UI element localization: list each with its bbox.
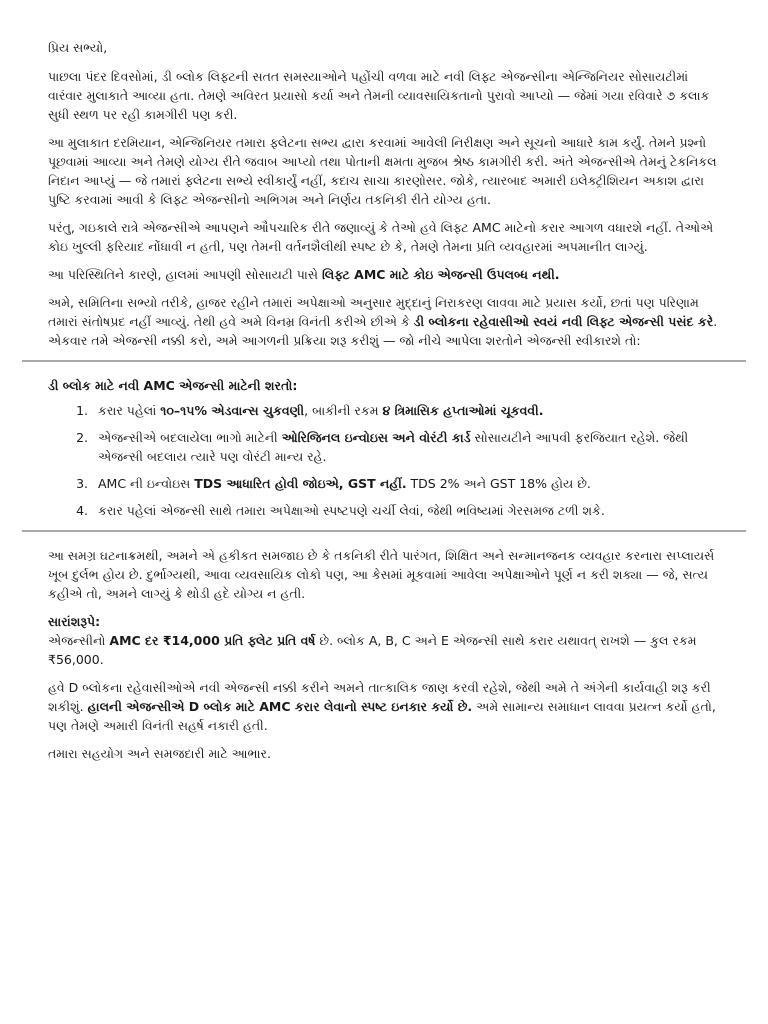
- salutation: પ્રિય સભ્યો,: [48, 40, 108, 55]
- condition-highlight: ઓરિજિનલ ઇન્વોઇસ અને વોરંટી કાર્ડ: [281, 430, 471, 445]
- paragraph-committee-request: [48, 293, 720, 350]
- conditions-list: [48, 401, 720, 520]
- condition-text: કરાર પહેલાં એજન્સી સાથે તમારા અપેક્ષાઓ સ્પષ્ટપણે ચર્ચી લેવાં, જેથી ભવિષ્યમાં ગેરસમજ ટળી શકે.: [98, 503, 605, 518]
- d-block-action-text: હવે D બ્લોકના રહેવાસીઓએ નવી એજન્સી નક્કી કરીને અમને તાત્કાલિક જાણ કરવી રહેશે, જેથી અમે તે અંગેની કાર્યવાહી શરૂ કરી શકીશું.: [48, 680, 711, 714]
- paragraph-inspection: આ મુલાકાત દરમિયાન, એન્જિનિયર તમારા ફ્લેટના સભ્ય દ્વારા કરવામાં આવેલી નિરીક્ષણ અને સૂચનો આધારે કામ કર્યું. તેમને પ્રશ્નો પૂછવામાં આવ્યા અને તેમણે યોગ્ય રીતે જવાબ આપ્યો તથા પોતાની ક્ષમતા મુજબ શ્રેષ્ઠ કામગીરી કરી. અંતે એજન્સીએ તેમનું ટેકનિકલ નિદાન આપ્યું — જે તમારાં ફ્લેટના સભ્યે સ્વીકાર્યું નહીં, કદાચ સાચા કારણોસર. જોકે, ત્યારબાદ અમારી ઇલેક્ટ્રીશિયન અકાશ દ્વારા પુષ્ટિ કરવામાં આવી કે લિફ્ટ એજન્સીનો અભિગમ અને નિર્ણય તકનિકી રીતે યોગ્ય હતા.: [48, 135, 717, 207]
- condition-highlight: ૧૦–૧૫% એડવાન્સ ચુકવણી: [160, 403, 305, 418]
- condition-highlight: TDS આધારિત હોવી જોઇએ, GST નહીં.: [194, 476, 407, 491]
- paragraph-no-agency: [48, 265, 720, 284]
- section-divider-bottom: [22, 530, 746, 532]
- committee-request-highlight: ડી બ્લોકના રહેવાસીઓ સ્વયં નવી લિફ્ટ એજન્સી પસંદ કરે: [413, 314, 714, 329]
- condition-text: , બાકીની રકમ: [304, 403, 383, 418]
- condition-text: સોસાયટીને આપવી ફરજિયાત રહેશે. જેથી એજન્સી બદલાય ત્યારે પણ વોરંટી માન્ય રહે.: [98, 430, 689, 464]
- no-agency-text: આ પરિસ્થિતિને કારણે, હાલમાં આપણી સોસાયટી પાસે: [48, 267, 322, 282]
- paragraph-reflection: આ સમગ્ર ઘટનાક્રમથી, અમને એ હકીકત સમજાઇ છે કે તકનિકી રીતે પારંગત, શિક્ષિત અને સન્માનજનક વ્યવહાર કરનારા સપ્લાયર્સ ખૂબ દુર્લભ હોય છે. દુર્ભાગ્યથી, આવા વ્યવસાયિક લોકો પણ, આ કેસમાં મૂકવામાં આવેલા અપેક્ષાઓને પૂર્ણ ન કરી શક્યા — જે, સત્ય કહીએ તો, અમને લાગ્યું કે થોડી હદે યોગ્ય ન હતી.: [48, 548, 715, 601]
- d-block-action-highlight: હાલની એજન્સીએ D બ્લોક માટે AMC કરાર લેવાનો સ્પષ્ટ ઇનકાર કર્યો છે.: [87, 699, 473, 714]
- closing-thanks: તમારા સહયોગ અને સમજદારી માટે આભાર.: [48, 746, 271, 761]
- condition-item-tds: [92, 474, 720, 493]
- condition-text: TDS 2% અને GST 18% હોય છે.: [406, 476, 591, 491]
- paragraph-summary: [48, 631, 720, 669]
- summary-text-end: છે. બ્લોક A, B, C અને E એજન્સી સાથે કરાર યથાવત્ રાખશે — કુલ રકમ ₹56,000.: [48, 633, 697, 667]
- paragraph-d-block-action: [48, 678, 720, 735]
- condition-item-advance-payment: [92, 401, 720, 420]
- d-block-action-text-end: અમે સામાન્ય સમાધાન લાવવા પ્રયત્ન કર્યો હતો, પણ તેમણે અમારી વિનંતી સહર્ષ નકારી હતી.: [48, 699, 716, 733]
- condition-text: એજન્સીએ બદલાયેલા ભાગો માટેની: [98, 430, 282, 445]
- committee-request-text: અમે, સમિતિના સભ્યો તરીકે, હાજર રહીને તમારાં અપેક્ષાઓ અનુસાર મુદ્દાનું નિરાકરણ લાવવા માટે પ્રયાસ કર્યો, છતાં પણ પરિણામ તમારાં સંતોષપ્રદ નહીં આવ્યું. તેથી હવે અમે વિનમ્ર વિનંતી કરીએ છીએ કે: [48, 295, 699, 329]
- condition-text: AMC ની ઇન્વોઇસ: [98, 476, 195, 491]
- paragraph-agency-withdrawal: પરંતુ, ગઇકાલે રાત્રે એજન્સીએ આપણને ઔપચારિક રીતે જણાવ્યું કે તેઓ હવે લિફ્ટ AMC માટેનો કરાર આગળ વધારશે નહીં. તેઓએ કોઇ ખુલ્લી ફરિયાદ નોંધાવી ન હતી, પણ તેમની વર્તનશૈલીથી સ્પષ્ટ છે કે, તેમણે તેમના પ્રતિ વ્યવહારમાં અપમાનીત લાગ્યું.: [48, 220, 714, 254]
- summary-text: એજન્સીનો: [48, 633, 110, 648]
- summary-highlight: AMC દર ₹14,000 પ્રતિ ફ્લેટ પ્રતિ વર્ષ: [109, 633, 316, 648]
- paragraph-engineer-visits: પાછલા પંદર દિવસોમાં, ડી બ્લોક લિફ્ટની સતત સમસ્યાઓને પહોંચી વળવા માટે નવી લિફ્ટ એજન્સીના એન્જિનિયર સોસાયટીમાં વારંવાર મુલાકાતે આવ્યા હતા. તેમણે અવિરત પ્રયાસો કર્યા અને તેમની વ્યાવસાયિકતાનો પુરાવો આપ્યો — જેમાં ગયા રવિવારે ૭ કલાક સુધી સ્થળ પર રહી કામગીરી પણ કરી.: [48, 69, 710, 122]
- conditions-title: ડી બ્લોક માટે નવી AMC એજન્સી માટેની શરતો:: [48, 378, 298, 393]
- summary-heading: સારાંશરૂપે:: [48, 614, 101, 629]
- no-agency-highlight: લિફ્ટ AMC માટે કોઇ એજન્સી ઉપલબ્ધ નથી.: [321, 267, 560, 282]
- section-divider-top: [22, 360, 746, 362]
- condition-item-invoice-warranty: [92, 428, 720, 466]
- committee-request-text-end: . એકવાર તમે એજન્સી નક્કી કરો, અમે આગળની પ્રક્રિયા શરૂ કરીશું — જો નીચે આપેલા શરતોને એજન્સી સ્વીકારશે તો:: [48, 314, 718, 348]
- condition-item-expectations: [92, 501, 720, 520]
- condition-text: કરાર પહેલાં: [98, 403, 161, 418]
- condition-highlight: ૪ ત્રિમાસિક હપ્તાઓમાં ચૂકવવી.: [382, 403, 544, 418]
